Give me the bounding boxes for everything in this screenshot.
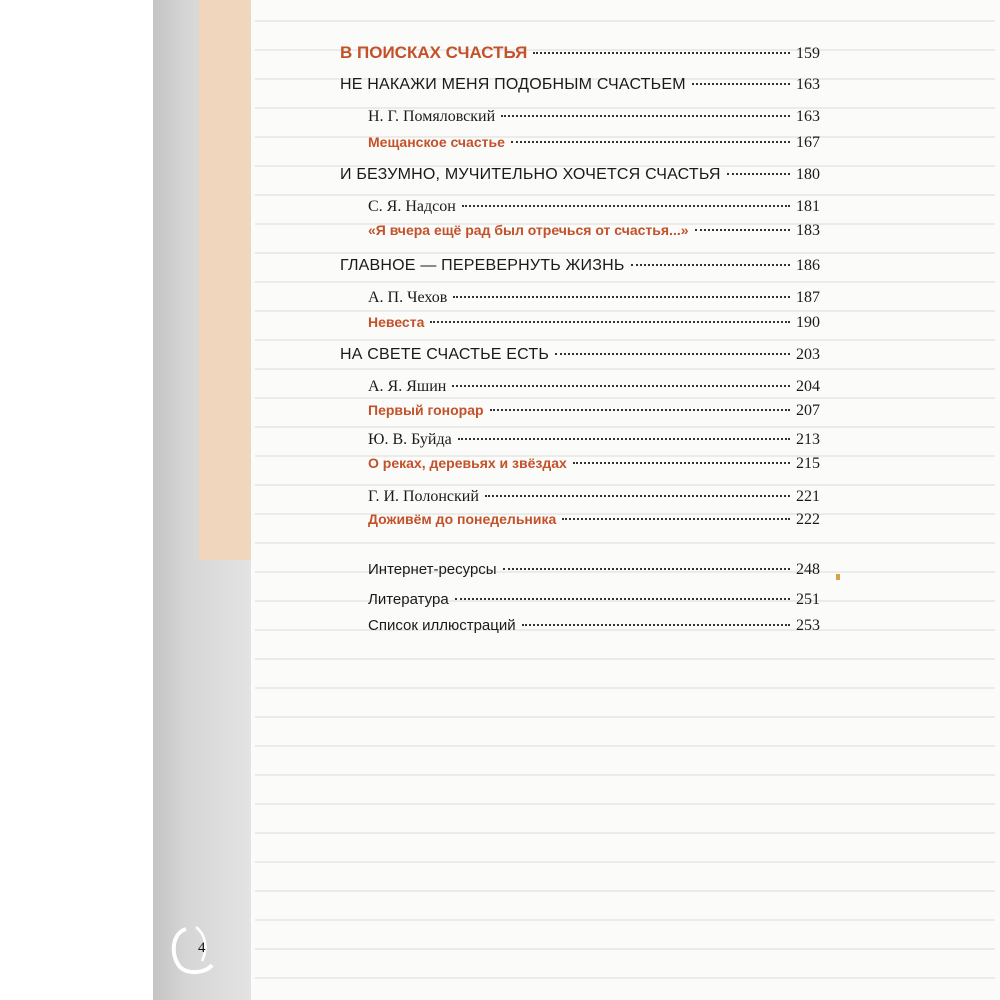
toc-entry-title: В ПОИСКАХ СЧАСТЬЯ bbox=[340, 43, 528, 62]
toc-entry-title: Ю. В. Буйда bbox=[368, 431, 452, 448]
toc-entry-page: 190 bbox=[796, 314, 820, 331]
toc-entry-title: И БЕЗУМНО, МУЧИТЕЛЬНО ХОЧЕТСЯ СЧАСТЬЯ bbox=[340, 166, 721, 183]
toc-entry-work[interactable] bbox=[368, 402, 820, 426]
toc-leader-dots bbox=[692, 83, 790, 85]
toc-entry-chapter[interactable] bbox=[340, 346, 820, 370]
toc-entry-title: Литература bbox=[368, 591, 449, 608]
toc-entry-page: 163 bbox=[796, 76, 820, 93]
toc-entry-appendix[interactable] bbox=[368, 561, 820, 585]
toc-leader-dots bbox=[695, 229, 790, 231]
page-number: 4 bbox=[198, 940, 206, 956]
toc-entry-page: 204 bbox=[796, 378, 820, 395]
page-ornament-icon bbox=[166, 925, 220, 975]
toc-entry-page: 180 bbox=[796, 166, 820, 183]
toc-leader-dots bbox=[522, 624, 790, 626]
toc-leader-dots bbox=[511, 141, 790, 143]
toc-entry-title: «Я вчера ещё рад был отречься от счастья...» bbox=[368, 222, 689, 238]
toc-entry-chapter[interactable] bbox=[340, 166, 820, 190]
toc-leader-dots bbox=[455, 598, 790, 600]
toc-leader-dots bbox=[631, 264, 790, 266]
toc-entry-title: Список иллюстраций bbox=[368, 617, 516, 634]
toc-entry-title: НА СВЕТЕ СЧАСТЬЕ ЕСТЬ bbox=[340, 346, 550, 363]
toc-entry-page: 183 bbox=[796, 222, 820, 239]
toc-entry-work[interactable] bbox=[368, 222, 820, 246]
toc-entry-page: 251 bbox=[796, 591, 820, 608]
toc-entry-author[interactable] bbox=[368, 289, 820, 313]
toc-leader-dots bbox=[503, 568, 790, 570]
toc-entry-page: 187 bbox=[796, 289, 820, 306]
toc-entry-page: 213 bbox=[796, 431, 820, 448]
toc-entry-page: 186 bbox=[796, 257, 820, 274]
toc-entry-page: 167 bbox=[796, 134, 820, 151]
toc-entry-author[interactable] bbox=[368, 108, 820, 132]
toc-entry-author[interactable] bbox=[368, 378, 820, 402]
toc-entry-appendix[interactable] bbox=[368, 617, 820, 641]
toc-entry-title: О реках, деревьях и звёздах bbox=[368, 455, 567, 471]
toc-entry-page: 159 bbox=[796, 45, 820, 62]
toc-entry-author[interactable] bbox=[368, 488, 820, 512]
toc-entry-title: С. Я. Надсон bbox=[368, 198, 456, 215]
toc-leader-dots bbox=[727, 173, 790, 175]
toc-entry-title: А. Я. Яшин bbox=[368, 378, 447, 395]
toc-entry-appendix[interactable] bbox=[368, 591, 820, 615]
toc-entry-page: 253 bbox=[796, 617, 820, 634]
toc-leader-dots bbox=[453, 296, 790, 298]
toc-entry-title: Мещанское счастье bbox=[368, 134, 505, 150]
toc-entry-page: 207 bbox=[796, 402, 820, 419]
accent-mark bbox=[836, 574, 840, 580]
toc-leader-dots bbox=[462, 205, 790, 207]
toc-entry-page: 221 bbox=[796, 488, 820, 505]
toc-entry-title: Невеста bbox=[368, 314, 425, 330]
toc-leader-dots bbox=[573, 462, 790, 464]
toc-leader-dots bbox=[533, 52, 790, 54]
toc-entry-page: 163 bbox=[796, 108, 820, 125]
toc-entry-title: Н. Г. Помяловский bbox=[368, 108, 496, 125]
toc-entry-page: 222 bbox=[796, 511, 820, 528]
toc-leader-dots bbox=[555, 353, 790, 355]
toc-leader-dots bbox=[430, 321, 790, 323]
toc-entry-chapter[interactable] bbox=[340, 76, 820, 100]
toc-leader-dots bbox=[485, 495, 790, 497]
toc-leader-dots bbox=[452, 385, 790, 387]
toc-entry-author[interactable] bbox=[368, 431, 820, 455]
toc-entry-page: 215 bbox=[796, 455, 820, 472]
toc-leader-dots bbox=[490, 409, 790, 411]
toc-entry-title: Первый гонорар bbox=[368, 402, 484, 418]
toc-entry-work[interactable] bbox=[368, 134, 820, 158]
toc-entry-title: НЕ НАКАЖИ МЕНЯ ПОДОБНЫМ СЧАСТЬЕМ bbox=[340, 76, 686, 93]
toc-entry-section[interactable] bbox=[340, 43, 820, 67]
toc-entry-author[interactable] bbox=[368, 198, 820, 222]
toc-leader-dots bbox=[458, 438, 790, 440]
toc-entry-work[interactable] bbox=[368, 511, 820, 535]
toc-leader-dots bbox=[562, 518, 790, 520]
toc-entry-work[interactable] bbox=[368, 314, 820, 338]
toc-entry-chapter[interactable] bbox=[340, 257, 820, 281]
toc-entry-title: Интернет-ресурсы bbox=[368, 561, 497, 578]
toc-entry-page: 203 bbox=[796, 346, 820, 363]
toc-entry-title: ГЛАВНОЕ — ПЕРЕВЕРНУТЬ ЖИЗНЬ bbox=[340, 257, 625, 274]
toc-entry-title: Г. И. Полонский bbox=[368, 488, 479, 505]
toc-entry-title: А. П. Чехов bbox=[368, 289, 448, 306]
toc-leader-dots bbox=[501, 115, 790, 117]
toc-entry-title: Доживём до понедельника bbox=[368, 511, 557, 527]
toc-entry-page: 248 bbox=[796, 561, 820, 578]
toc-entry-page: 181 bbox=[796, 198, 820, 215]
toc-entry-work[interactable] bbox=[368, 455, 820, 479]
